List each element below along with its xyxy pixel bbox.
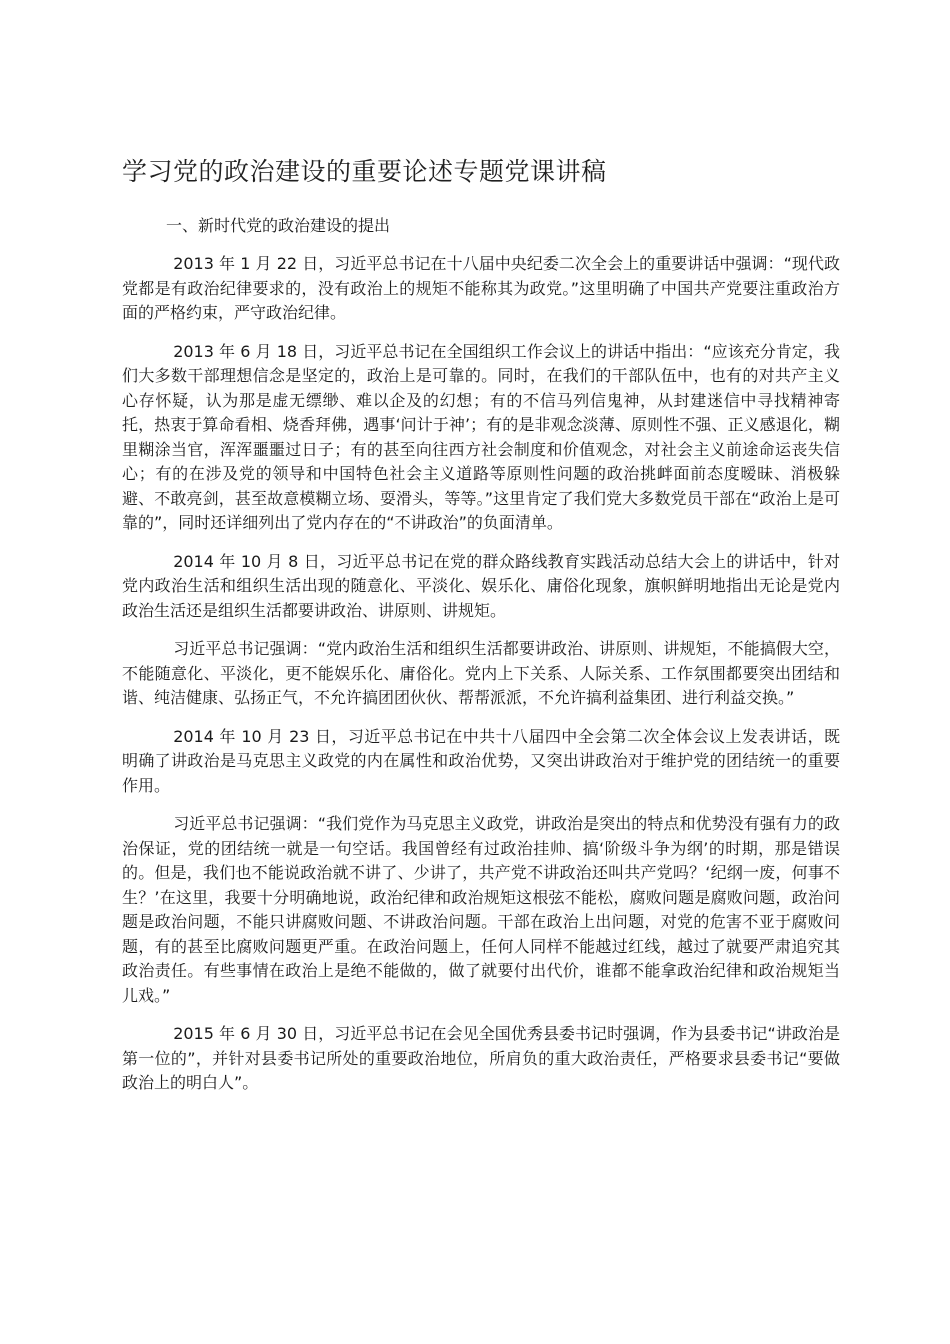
document-title: 学习党的政治建设的重要论述专题党课讲稿 [122,157,607,186]
paragraph-2014-oct-8: 2014 年 10 月 8 日，习近平总书记在党的群众路线教育实践活动总结大会上的讲话中，针对党内政治生活和组织生活出现的随意化、平淡化、娱乐化、庸俗化现象，旗帜鲜明地指出无论是党内政治生活还是组织生活都要讲政治、讲原则、讲规矩。 [122,551,840,620]
paragraph-quote-political-discipline: 习近平总书记强调：“我们党作为马克思主义政党，讲政治是突出的特点和优势没有强有力的政治保证，党的团结统一就是一句空话。我国曾经有过政治挂帅、搞‘阶级斗争为纲’的时期，那是错误的。但是，我们也不能说政治就不讲了、少讲了，共产党不讲政治还叫共产党吗？‘纪纲一废，何事不生？’在这里，我要十分明确地说，政治纪律和政治规矩这根弦不能松，腐败问题是腐败问题，政治问题是政治问题，不能只讲腐败问题、不讲政治问题。干部在政治上出问题，对党的危害不亚于腐败问题，有的甚至比腐败问题更严重。在政治问题上，任何人同样不能越过红线，越过了就要严肃追究其政治责任。有些事情在政治上是绝不能做的，做了就要付出代价，谁都不能拿政治纪律和政治规矩当儿戏。” [122,814,840,1005]
section-heading: 一、新时代党的政治建设的提出 [166,216,391,235]
paragraph-quote-party-life: 习近平总书记强调：“党内政治生活和组织生活都要讲政治、讲原则、讲规矩，不能搞假大空，不能随意化、平淡化，更不能娱乐化、庸俗化。党内上下关系、人际关系、工作氛围都要突出团结和谐、纯洁健康、弘扬正气，不允许搞团团伙伙、帮帮派派，不允许搞利益集团、进行利益交换。” [122,639,840,707]
paragraph-2013-jan: 2013 年 1 月 22 日，习近平总书记在十八届中央纪委二次全会上的重要讲话中强调：“现代政党都是有政治纪律要求的，没有政治上的规矩不能称其为政党。”这里明确了中国共产党要注重政治方面的严格约束，严守政治纪律。 [122,254,840,322]
paragraph-2014-oct-23: 2014 年 10 月 23 日，习近平总书记在中共十八届四中全会第二次全体会议上发表讲话，既明确了讲政治是马克思主义政党的内在属性和政治优势，又突出讲政治对于维护党的团结统一的重要作用。 [122,726,840,795]
paragraph-2013-jun: 2013 年 6 月 18 日，习近平总书记在全国组织工作会议上的讲话中指出：“应该充分肯定，我们大多数干部理想信念是坚定的，政治上是可靠的。同时，在我们的干部队伍中，也有的对共产主义心存怀疑，认为那是虚无缥缈、难以企及的幻想；有的不信马列信鬼神，从封建迷信中寻找精神寄托，热衷于算命看相、烧香拜佛，遇事‘问计于神’；有的是非观念淡薄、原则性不强、正义感退化，糊里糊涂当官，浑浑噩噩过日子；有的甚至向往西方社会制度和价值观念，对社会主义前途命运丧失信心；有的在涉及党的领导和中国特色社会主义道路等原则性问题的政治挑衅面前态度暧昧、消极躲避、不敢亮剑，甚至故意模糊立场、耍滑头，等等。”这里肯定了我们党大多数党员干部在“政治上是可靠的”，同时还详细列出了党内存在的“不讲政治”的负面清单。 [122,341,840,532]
paragraph-2015-jun: 2015 年 6 月 30 日，习近平总书记在会见全国优秀县委书记时强调，作为县委书记“讲政治是第一位的”，并针对县委书记所处的重要政治地位，所肩负的重大政治责任，严格要求县委书记“要做政治上的明白人”。 [122,1024,840,1092]
